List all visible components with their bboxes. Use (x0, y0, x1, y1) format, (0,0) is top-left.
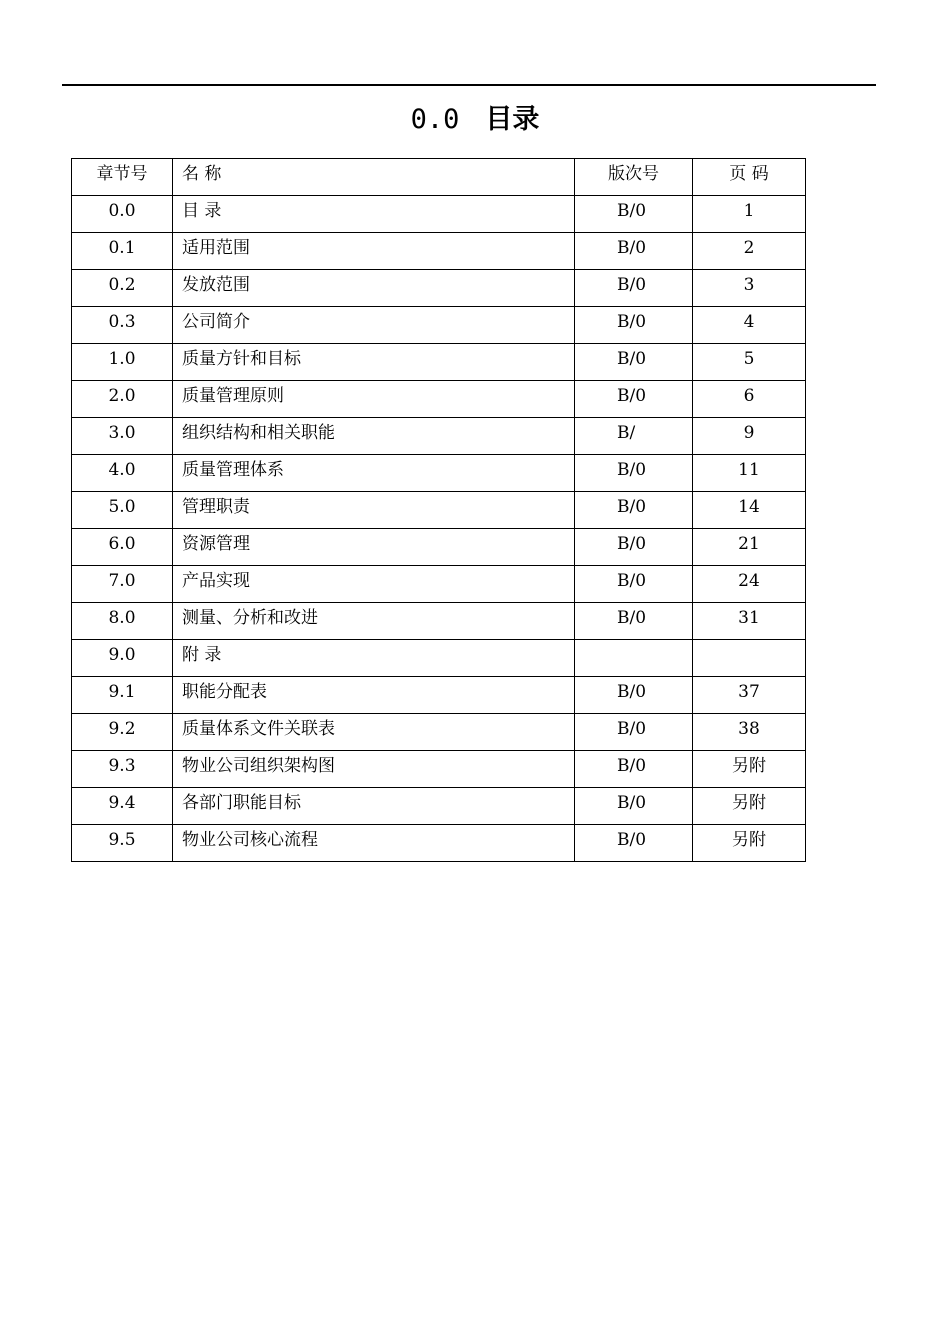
name-cell: 资源管理 (173, 529, 575, 566)
name-cell: 质量体系文件关联表 (173, 714, 575, 751)
table-row (72, 492, 806, 529)
page-cell: 1 (693, 196, 806, 233)
page-cell: 另附 (693, 825, 806, 862)
chapter-cell: 9.0 (72, 640, 173, 677)
version-cell: B/0 (575, 233, 693, 270)
name-cell: 发放范围 (173, 270, 575, 307)
version-cell: B/0 (575, 714, 693, 751)
title-text: 目录 (485, 104, 540, 135)
table-row (72, 418, 806, 455)
chapter-cell: 9.4 (72, 788, 173, 825)
version-cell: B/0 (575, 788, 693, 825)
name-cell: 适用范围 (173, 233, 575, 270)
chapter-cell: 5.0 (72, 492, 173, 529)
chapter-cell: 7.0 (72, 566, 173, 603)
name-cell: 附 录 (173, 640, 575, 677)
page-cell: 31 (693, 603, 806, 640)
table-row (72, 270, 806, 307)
page-cell: 14 (693, 492, 806, 529)
version-cell: B/0 (575, 455, 693, 492)
table-row (72, 455, 806, 492)
page-cell: 另附 (693, 751, 806, 788)
version-cell: B/0 (575, 751, 693, 788)
name-cell: 目 录 (173, 196, 575, 233)
version-cell: B/0 (575, 529, 693, 566)
toc-body (72, 196, 806, 862)
header-page: 页 码 (693, 159, 806, 196)
page-cell (693, 640, 806, 677)
version-cell: B/0 (575, 196, 693, 233)
page-title (0, 100, 950, 140)
name-cell: 公司简介 (173, 307, 575, 344)
page-cell: 37 (693, 677, 806, 714)
table-row (72, 233, 806, 270)
chapter-cell: 8.0 (72, 603, 173, 640)
chapter-cell: 9.5 (72, 825, 173, 862)
chapter-cell: 3.0 (72, 418, 173, 455)
table-row (72, 529, 806, 566)
chapter-cell: 0.0 (72, 196, 173, 233)
version-cell: B/0 (575, 307, 693, 344)
page-cell: 2 (693, 233, 806, 270)
chapter-cell: 9.1 (72, 677, 173, 714)
version-cell: B/0 (575, 566, 693, 603)
page-cell: 5 (693, 344, 806, 381)
version-cell: B/0 (575, 825, 693, 862)
chapter-cell: 9.2 (72, 714, 173, 751)
table-row (72, 307, 806, 344)
version-cell: B/0 (575, 677, 693, 714)
chapter-cell: 1.0 (72, 344, 173, 381)
name-cell: 职能分配表 (173, 677, 575, 714)
name-cell: 管理职责 (173, 492, 575, 529)
name-cell: 质量方针和目标 (173, 344, 575, 381)
page-cell: 6 (693, 381, 806, 418)
header-rule (62, 84, 876, 86)
name-cell: 各部门职能目标 (173, 788, 575, 825)
chapter-cell: 0.2 (72, 270, 173, 307)
version-cell: B/0 (575, 344, 693, 381)
title-number: 0.0 (410, 104, 460, 135)
table-row (72, 788, 806, 825)
table-row (72, 566, 806, 603)
header-version: 版次号 (575, 159, 693, 196)
page-cell: 11 (693, 455, 806, 492)
table-row (72, 677, 806, 714)
name-cell: 质量管理原则 (173, 381, 575, 418)
name-cell: 测量、分析和改进 (173, 603, 575, 640)
table-row (72, 381, 806, 418)
name-cell: 物业公司核心流程 (173, 825, 575, 862)
toc-header-row (72, 159, 806, 196)
version-cell: B/0 (575, 603, 693, 640)
version-cell: B/0 (575, 381, 693, 418)
version-cell: B/ (575, 418, 693, 455)
chapter-cell: 6.0 (72, 529, 173, 566)
table-row (72, 825, 806, 862)
table-row (72, 751, 806, 788)
toc-table (71, 158, 806, 862)
table-row (72, 344, 806, 381)
chapter-cell: 9.3 (72, 751, 173, 788)
page-cell: 38 (693, 714, 806, 751)
table-row (72, 640, 806, 677)
name-cell: 产品实现 (173, 566, 575, 603)
header-chapter: 章节号 (72, 159, 173, 196)
chapter-cell: 0.1 (72, 233, 173, 270)
version-cell: B/0 (575, 492, 693, 529)
table-row (72, 603, 806, 640)
chapter-cell: 4.0 (72, 455, 173, 492)
table-row (72, 714, 806, 751)
header-name: 名 称 (173, 159, 575, 196)
page-cell: 21 (693, 529, 806, 566)
page-cell: 24 (693, 566, 806, 603)
name-cell: 组织结构和相关职能 (173, 418, 575, 455)
version-cell (575, 640, 693, 677)
chapter-cell: 0.3 (72, 307, 173, 344)
version-cell: B/0 (575, 270, 693, 307)
page-cell: 另附 (693, 788, 806, 825)
page-cell: 9 (693, 418, 806, 455)
page-cell: 3 (693, 270, 806, 307)
name-cell: 质量管理体系 (173, 455, 575, 492)
table-row (72, 196, 806, 233)
name-cell: 物业公司组织架构图 (173, 751, 575, 788)
chapter-cell: 2.0 (72, 381, 173, 418)
page-cell: 4 (693, 307, 806, 344)
